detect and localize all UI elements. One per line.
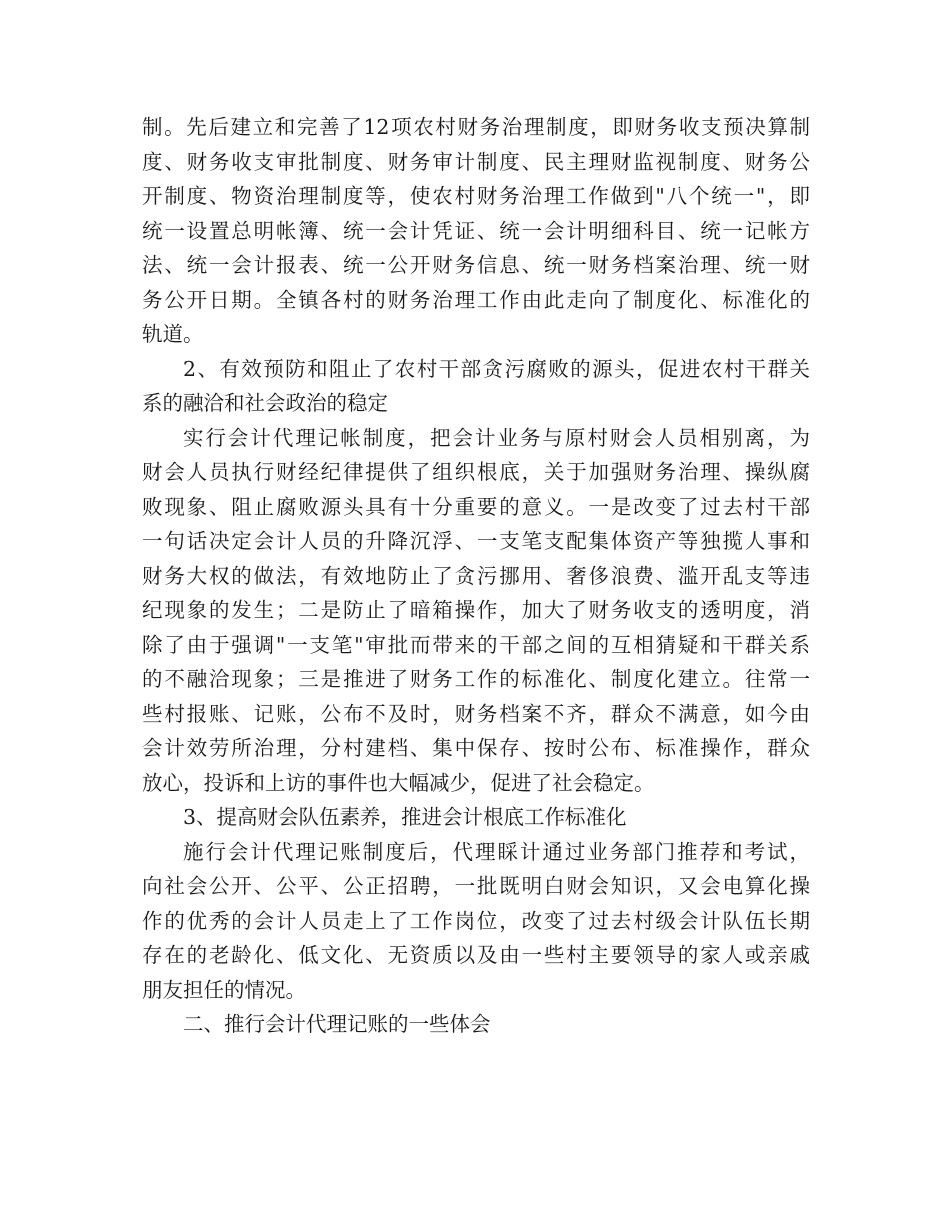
text-line: 2、有效预防和阻止了农村干部贪污腐败的源头，促进农村干群关 (183, 356, 810, 381)
text-line: 统一设置总明帐簿、统一会计凭证、统一会计明细科目、统一记帐方 (142, 218, 810, 243)
text-line: 开制度、物资治理制度等，使农村财务治理工作做到"八个统一"，即 (142, 184, 810, 208)
text-line: 实行会计代理记帐制度，把会计业务与原村财会人员相别离，为 (183, 425, 810, 450)
text-line: 务公开日期。全镇各村的财务治理工作由此走向了制度化、标准化的 (142, 287, 810, 312)
text-line: 放心，投诉和上访的事件也大幅减少，促进了社会稳定。 (142, 770, 655, 795)
text-line: 二、推行会计代理记账的一些体会 (183, 1012, 491, 1036)
text-line: 一句话决定会计人员的升降沉浮、一支笔支配集体资产等独揽人事和 (142, 529, 810, 553)
document-body (142, 110, 810, 1042)
text-line: 存在的老龄化、低文化、无资质以及由一些村主要领导的家人或亲戚 (142, 943, 810, 967)
text-line: 作的优秀的会计人员走上了工作岗位，改变了过去村级会计队伍长期 (142, 908, 810, 933)
text-line: 的不融洽现象；三是推进了财务工作的标准化、制度化建立。往常一 (142, 667, 810, 691)
text-line: 度、财务收支审批制度、财务审计制度、民主理财监视制度、财务公 (142, 149, 810, 174)
text-line: 纪现象的发生；二是防止了暗箱操作，加大了财务收支的透明度，消 (142, 598, 810, 622)
text-line: 除了由于强调"一支笔"审批而带来的干部之间的互相猜疑和干群关系 (142, 632, 810, 657)
text-line: 制。先后建立和完善了12项农村财务治理制度，即财务收支预决算制 (142, 115, 810, 139)
text-line: 会计效劳所治理，分村建档、集中保存、按时公布、标准操作，群众 (142, 736, 810, 760)
text-line: 法、统一会计报表、统一公开财务信息、统一财务档案治理、统一财 (142, 253, 810, 277)
text-line: 财务大权的做法，有效地防止了贪污挪用、奢侈浪费、滥开乱支等违 (142, 563, 810, 588)
text-line: 系的融洽和社会政治的稳定 (142, 391, 388, 415)
text-line: 朋友担任的情况。 (142, 977, 306, 1002)
text-line: 向社会公开、公平、公正招聘，一批既明白财会知识，又会电算化操 (142, 874, 810, 898)
text-line: 轨道。 (142, 322, 204, 346)
text-line: 败现象、阻止腐败源头具有十分重要的意义。一是改变了过去村干部 (142, 494, 810, 519)
text-line: 施行会计代理记账制度后，代理睬计通过业务部门推荐和考试， (183, 839, 810, 864)
text-line: 些村报账、记账，公布不及时，财务档案不齐，群众不满意，如今由 (142, 701, 810, 726)
text-line: 3、提高财会队伍素养，推进会计根底工作标准化 (183, 805, 627, 829)
text-line: 财会人员执行财经纪律提供了组织根底，关于加强财务治理、操纵腐 (142, 460, 810, 484)
